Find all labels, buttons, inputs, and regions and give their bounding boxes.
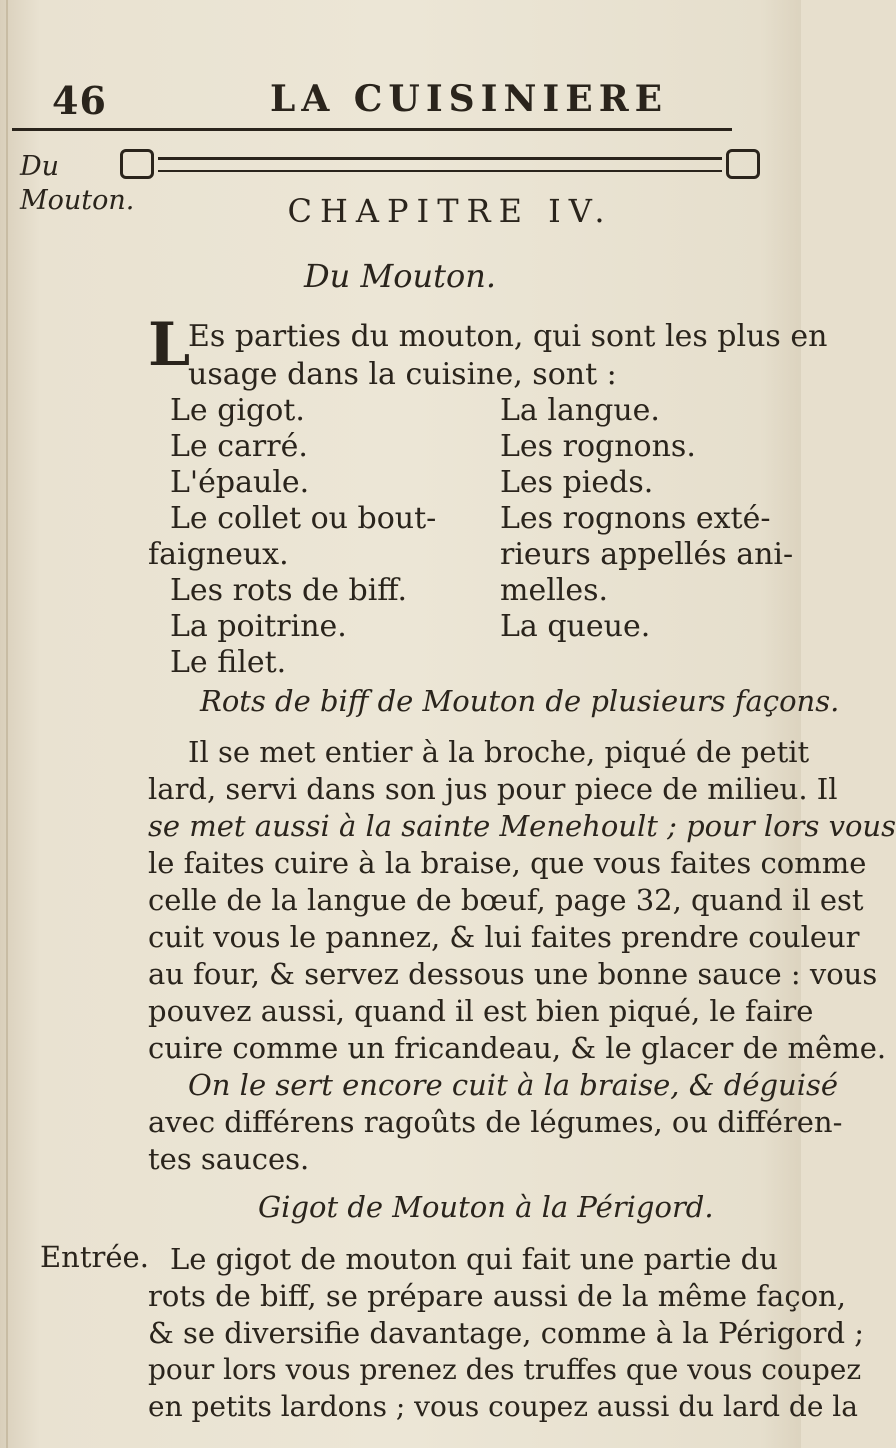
drop-cap: L: [148, 310, 191, 380]
ornament-bar: [120, 150, 760, 178]
paragraph-line: lard, servi dans son jus pour piece de milieu. Il: [148, 772, 838, 806]
part-item: faigneux.: [148, 537, 289, 572]
ornament-lines: [158, 157, 722, 172]
paragraph-line: cuit vous le pannez, & lui faites prendre couleur: [148, 920, 860, 954]
header-rule: [12, 128, 732, 131]
ornament-right-icon: [726, 149, 760, 179]
part-item: Le carré.: [170, 429, 308, 464]
part-item: melles.: [500, 573, 609, 608]
part-item: Les rognons.: [500, 429, 696, 464]
running-head: [40, 78, 780, 128]
chapter-title: CHAPITRE IV.: [287, 192, 613, 230]
paragraph-line: au four, & servez dessous une bonne sauce : vous: [148, 957, 878, 991]
paragraph-line: avec différens ragoûts de légumes, ou différen-: [148, 1105, 843, 1139]
paragraph-line: le faites cuire à la braise, que vous faites comme: [148, 846, 867, 880]
part-item: L'épaule.: [170, 465, 310, 500]
part-item: Les rots de biff.: [170, 573, 408, 608]
margin-note-line: Du: [20, 151, 60, 182]
margin-note-entree: Entrée.: [40, 1240, 149, 1274]
part-item: Le filet.: [170, 645, 287, 680]
margin-note-top: [20, 150, 134, 218]
paragraph-line: pouvez aussi, quand il est bien piqué, le faire: [148, 994, 814, 1028]
paragraph-line: pour lors vous prenez des truffes que vous coupez: [148, 1353, 862, 1386]
paragraph-line: On le sert encore cuit à la braise, & déguisé: [188, 1068, 839, 1102]
paragraph-line: se met aussi à la sainte Menehoult ; pour lors vous: [148, 809, 896, 843]
part-item: Le gigot.: [170, 393, 305, 428]
paragraph-line: rots de biff, se prépare aussi de la même façon,: [148, 1279, 846, 1313]
paragraph-line: & se diversifie davantage, comme à la Périgord ;: [148, 1316, 865, 1350]
part-item: La queue.: [500, 609, 651, 644]
intro-line: usage dans la cuisine, sont :: [188, 357, 617, 392]
ornament-left-icon: [120, 149, 154, 179]
intro-line: Es parties du mouton, qui sont les plus en: [188, 319, 828, 354]
section-heading: Rots de biff de Mouton de plusieurs façons.: [200, 684, 840, 718]
part-item: La langue.: [500, 393, 660, 428]
paragraph-line: celle de la langue de bœuf, page 32, quand il est: [148, 883, 864, 917]
chapter-subtitle: Du Mouton.: [304, 257, 496, 295]
page-gutter: [6, 0, 8, 1448]
paragraph-line: tes sauces.: [148, 1142, 310, 1176]
paragraph-line: en petits lardons ; vous coupez aussi du lard de la: [148, 1390, 858, 1423]
part-item: Les pieds.: [500, 465, 654, 500]
part-item: Le collet ou bout-: [170, 501, 437, 536]
part-item: rieurs appellés ani-: [500, 537, 794, 572]
running-title: LA CUISINIERE: [270, 78, 669, 120]
part-item: Les rognons exté-: [500, 501, 771, 536]
page-number: 46: [52, 78, 107, 123]
margin-note-line: Mouton.: [20, 185, 135, 216]
paragraph-line: cuire comme un fricandeau, & le glacer de même.: [148, 1031, 887, 1065]
section-heading: Gigot de Mouton à la Périgord.: [258, 1190, 714, 1224]
paragraph-line: Il se met entier à la broche, piqué de petit: [188, 735, 810, 769]
paragraph-line: Le gigot de mouton qui fait une partie du: [170, 1242, 778, 1276]
part-item: La poitrine.: [170, 609, 347, 644]
